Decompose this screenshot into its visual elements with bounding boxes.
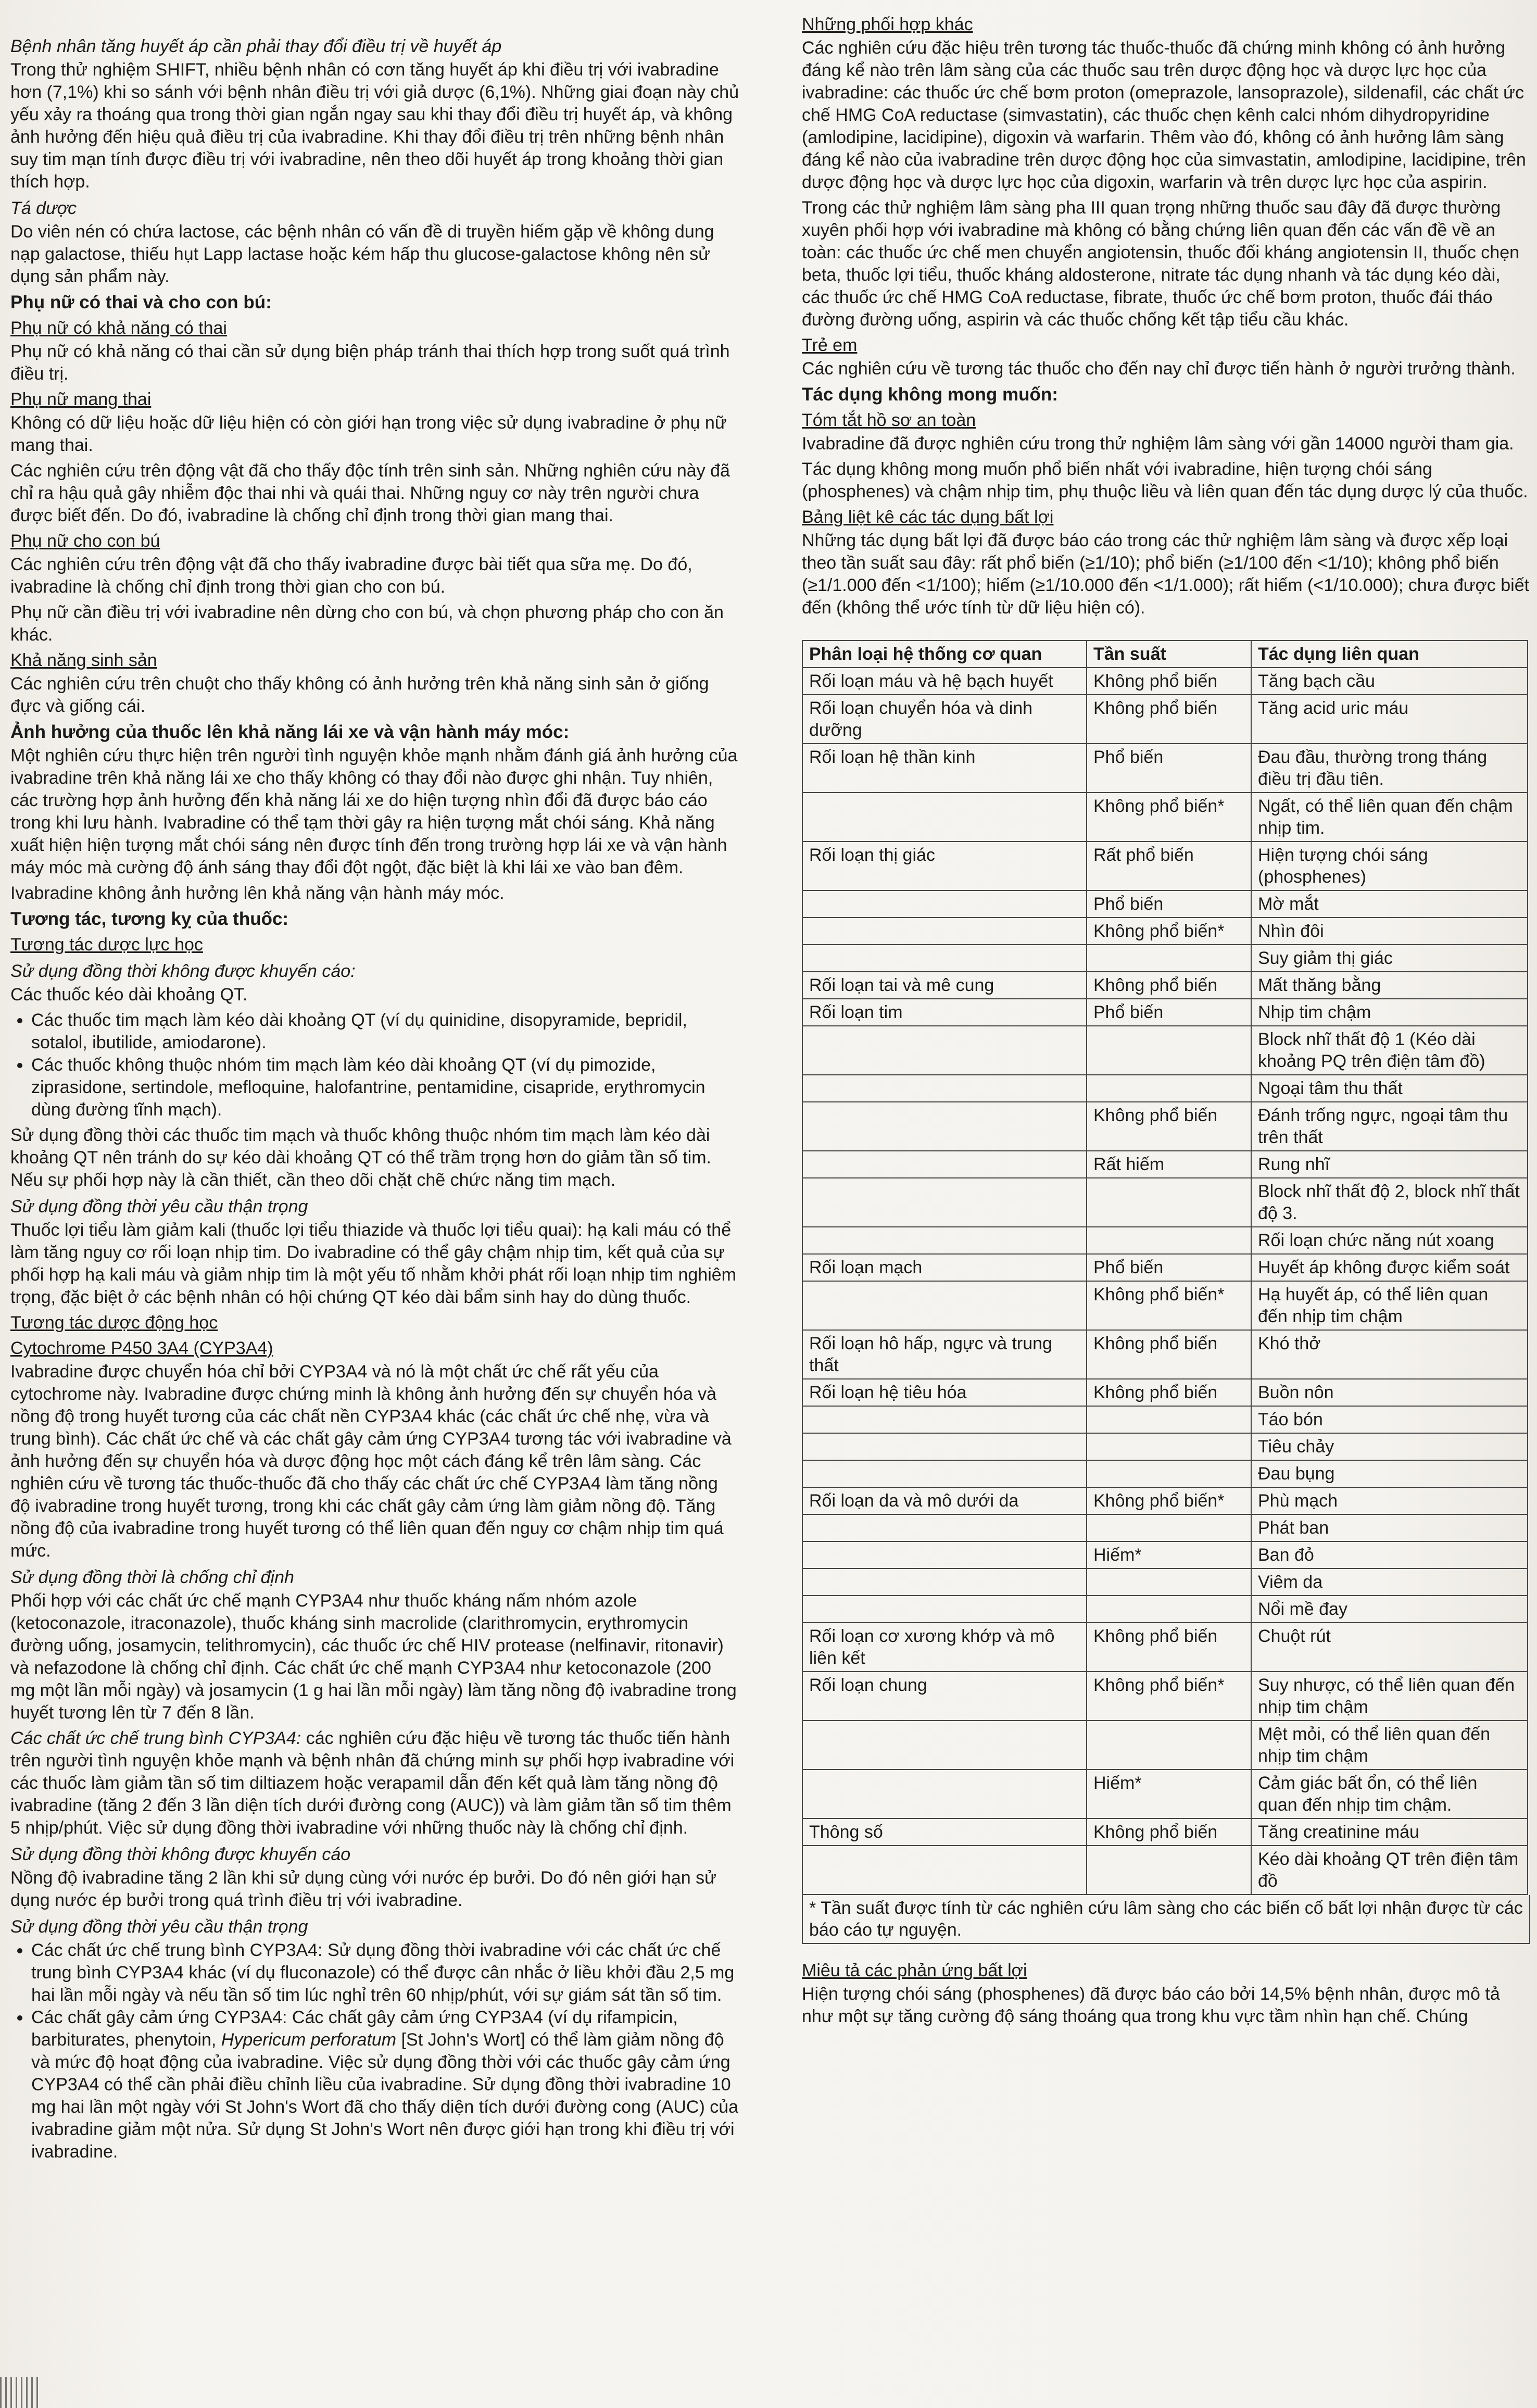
paragraph — [10, 1727, 739, 1839]
table-cell-sys — [802, 1460, 1087, 1487]
table-cell-sys: Rối loạn thị giác — [802, 842, 1087, 891]
table-cell-sys — [802, 1406, 1087, 1433]
table-cell-eff: Đánh trống ngực, ngoại tâm thu trên thất — [1251, 1102, 1528, 1151]
table-cell-eff: Táo bón — [1251, 1406, 1528, 1433]
table-cell-eff: Viêm da — [1251, 1569, 1528, 1596]
table-row — [802, 1569, 1528, 1596]
subsection-heading: Tương tác dược động học — [10, 1313, 218, 1333]
table-row — [802, 1672, 1528, 1721]
paragraph: Không có dữ liệu hoặc dữ liệu hiện có còn giới hạn trong việc sử dụng ivabradine ở phụ nữ mang thai. — [10, 413, 727, 455]
table-header-row — [802, 641, 1528, 668]
table-cell-freq — [1087, 1227, 1251, 1254]
table-cell-eff: Chuột rút — [1251, 1623, 1528, 1672]
table-cell-sys — [802, 1569, 1087, 1596]
table-cell-eff: Block nhĩ thất độ 2, block nhĩ thất độ 3. — [1251, 1178, 1528, 1227]
table-cell-freq: Không phổ biến — [1087, 1102, 1251, 1151]
subsection-heading: Trẻ em — [802, 335, 858, 355]
table-cell-eff: Suy giảm thị giác — [1251, 945, 1528, 972]
table-row — [802, 1330, 1528, 1379]
column-header: Tác dụng liên quan — [1251, 641, 1528, 668]
table-row — [802, 1151, 1528, 1178]
table-row — [802, 1541, 1528, 1569]
table-cell-sys — [802, 1721, 1087, 1770]
table-row — [802, 1178, 1528, 1227]
table-cell-freq — [1087, 1026, 1251, 1075]
list-item — [31, 2006, 739, 2163]
table-row — [802, 1721, 1528, 1770]
table-cell-eff: Mờ mắt — [1251, 891, 1528, 918]
table-cell-eff: Rung nhĩ — [1251, 1151, 1528, 1178]
paragraph: Các thuốc kéo dài khoảng QT. — [10, 985, 248, 1005]
paragraph: Các nghiên cứu đặc hiệu trên tương tác thuốc-thuốc đã chứng minh không có ảnh hưởng đáng kể nào trên lâm sàng của các thuốc sau trên dược động học và dược lực học của ivabradine: các thuốc ức chế bơm proton (omeprazole, lansoprazole), sildenafil, các chất ức chế HMG CoA reductase (simvastatin), các thuốc chẹn kênh calci nhóm dihydropyridine (amlodipine, lacidipine), digoxin và warfarin. Thêm vào đó, không có ảnh hưởng lâm sàng đáng kể nào của ivabradine trên dược động học của simvastatin, amlodipine, lacidipine, trên dược động học và dược lực học của digoxin, warfarin và trên dược lực học của aspirin. — [802, 38, 1526, 192]
table-cell-freq: Không phổ biến — [1087, 695, 1251, 744]
table-cell-eff: Tăng creatinine máu — [1251, 1818, 1528, 1846]
table-cell-sys: Rối loạn cơ xương khớp và mô liên kết — [802, 1623, 1087, 1672]
table-cell-eff: Nhìn đôi — [1251, 918, 1528, 945]
table-cell-eff: Hạ huyết áp, có thể liên quan đến nhịp tim chậm — [1251, 1281, 1528, 1330]
table-cell-eff: Huyết áp không được kiểm soát — [1251, 1254, 1528, 1281]
paragraph: Các nghiên cứu trên động vật đã cho thấy độc tính trên sinh sản. Những nghiên cứu này đã chỉ ra hậu quả gây nhiễm độc thai nhi và quái thai. Những nguy cơ này trên người chưa được biết đến. Do đó, ivabradine là chống chỉ định trong thời gian mang thai. — [10, 461, 730, 525]
table-cell-sys: Rối loạn hệ tiêu hóa — [802, 1379, 1087, 1406]
table-cell-freq: Không phổ biến — [1087, 668, 1251, 695]
table-cell-sys: Thông số — [802, 1818, 1087, 1846]
right-column — [802, 10, 1531, 2031]
subsection-heading: Phụ nữ cho con bú — [10, 531, 160, 551]
table-cell-eff: Nhịp tim chậm — [1251, 999, 1528, 1026]
paragraph: Phối hợp với các chất ức chế mạnh CYP3A4 như thuốc kháng nấm nhóm azole (ketoconazole, itraconazole), thuốc kháng sinh macrolide (clarithromycin, erythromycin đường uống, josamycin, telithromycin), các thuốc ức chế HIV protease (nelfinavir, ritonavir) và nefazodone là chống chỉ định. Các chất ức chế mạnh CYP3A4 như ketoconazole (200 mg một lần mỗi ngày) và josamycin (1 g hai lần mỗi ngày) làm tăng nồng độ ivabradine trong huyết tương lên từ 7 đến 8 lần. — [10, 1591, 737, 1723]
section-heading: Bệnh nhân tăng huyết áp cần phải thay đổi điều trị về huyết áp — [10, 36, 502, 56]
table-cell-freq: Phổ biến — [1087, 744, 1251, 793]
table-footnote: * Tần suất được tính từ các nghiên cứu lâm sàng cho các biến cố bất lợi nhận được từ các báo cáo tự nguyện. — [802, 1895, 1530, 1944]
column-header: Tần suất — [1087, 641, 1251, 668]
table-cell-freq — [1087, 1075, 1251, 1102]
table-cell-sys — [802, 1178, 1087, 1227]
table-row — [802, 945, 1528, 972]
table-cell-sys — [802, 793, 1087, 842]
paragraph: Tác dụng không mong muốn phổ biến nhất với ivabradine, hiện tượng chói sáng (phosphenes) và chậm nhịp tim, phụ thuộc liều và liên quan đến tác dụng dược lý của thuốc. — [802, 459, 1528, 501]
table-cell-sys: Rối loạn hệ thần kinh — [802, 744, 1087, 793]
list-item: • Các thuốc không thuộc nhóm tim mạch làm kéo dài khoảng QT (ví dụ pimozide, ziprasidone, sertindole, mefloquine, halofantrine, pentamidine, cisapride, erythromycin dùng đường tĩnh mạch). — [31, 1054, 739, 1121]
table-cell-freq: Không phổ biến — [1087, 972, 1251, 999]
table-cell-freq: Không phổ biến* — [1087, 793, 1251, 842]
table-cell-eff: Mất thăng bằng — [1251, 972, 1528, 999]
subsection-heading: Phụ nữ có khả năng có thai — [10, 318, 227, 338]
paragraph: Sử dụng đồng thời các thuốc tim mạch và thuốc không thuộc nhóm tim mạch làm kéo dài khoảng QT nên tránh do sự kéo dài khoảng QT có thể trầm trọng hơn do giảm tần số tim. Nếu sự phối hợp này là cần thiết, cần theo dõi chặt chẽ chức năng tim mạch. — [10, 1125, 712, 1190]
table-row — [802, 1406, 1528, 1433]
subsection-heading: Sử dụng đồng thời là chống chỉ định — [10, 1567, 294, 1587]
paragraph: Những tác dụng bất lợi đã được báo cáo trong các thử nghiệm lâm sàng và được xếp loại theo tần suất sau đây: rất phổ biến (≥1/10); phổ biến (≥1/100 đến <1/10); không phổ biến (≥1/1.000 đến <1/100); hiếm (≥1/10.000 đến <1/1.000); rất hiếm (<1/10.000); chưa được biết đến (không thể ước tính từ dữ liệu hiện có). — [802, 531, 1530, 618]
table-cell-freq: Không phổ biến* — [1087, 1281, 1251, 1330]
table-row — [802, 1846, 1528, 1895]
table-cell-freq: Không phổ biến — [1087, 1818, 1251, 1846]
list-item: • Các chất ức chế trung bình CYP3A4: Sử dụng đồng thời ivabradine với các chất ức chế trung bình CYP3A4 khác (ví dụ fluconazole) có thể được cân nhắc ở liều khởi đầu 2,5 mg hai lần mỗi ngày và nếu tần số tim lúc nghỉ trên 60 nhịp/phút, với sự giám sát tần số tim. — [31, 1939, 739, 2006]
table-row — [802, 1514, 1528, 1541]
table-cell-eff: Ban đỏ — [1251, 1541, 1528, 1569]
subsection-heading: Tương tác dược lực học — [10, 935, 203, 955]
table-row — [802, 1623, 1528, 1672]
table-cell-freq: Phổ biến — [1087, 999, 1251, 1026]
subsection-heading: Bảng liệt kê các tác dụng bất lợi — [802, 507, 1054, 527]
paragraph: Các nghiên cứu trên chuột cho thấy không có ảnh hưởng trên khả năng sinh sản ở giống đực và giống cái. — [10, 674, 709, 716]
subsection-heading: Miêu tả các phản ứng bất lợi — [802, 1961, 1027, 1980]
table-row — [802, 744, 1528, 793]
table-cell-eff: Rối loạn chức năng nút xoang — [1251, 1227, 1528, 1254]
table-cell-freq — [1087, 1514, 1251, 1541]
table-row — [802, 1460, 1528, 1487]
table-cell-eff: Block nhĩ thất độ 1 (Kéo dài khoảng PQ trên điện tâm đồ) — [1251, 1026, 1528, 1075]
table-cell-sys — [802, 891, 1087, 918]
subsection-heading: Khả năng sinh sản — [10, 650, 157, 670]
table-cell-freq — [1087, 1569, 1251, 1596]
table-cell-freq: Rất phổ biến — [1087, 842, 1251, 891]
section-heading: Phụ nữ có thai và cho con bú: — [10, 292, 272, 312]
table-row — [802, 695, 1528, 744]
section-heading: Tương tác, tương kỵ của thuốc: — [10, 909, 289, 929]
table-cell-eff: Ngất, có thể liên quan đến chậm nhịp tim. — [1251, 793, 1528, 842]
paragraph: Trong thử nghiệm SHIFT, nhiều bệnh nhân có cơn tăng huyết áp khi điều trị với ivabradine hơn (7,1%) khi so sánh với bệnh nhân điều trị với giả dược (6,1%). Những giai đoạn này chủ yếu xảy ra thoáng qua trong thời gian ngắn ngay sau khi thay đổi điều trị huyết áp, và không ảnh hưởng đến hiệu quả điều trị của ivabradine. Khi thay đổi điều trị trên những bệnh nhân suy tim mạn tính được điều trị với ivabradine, nên theo dõi huyết áp trong khoảng thời gian thích hợp. — [10, 60, 739, 192]
subsection-heading: Sử dụng đồng thời yêu cầu thận trọng — [10, 1917, 308, 1937]
subsection-heading: Sử dụng đồng thời yêu cầu thận trọng — [10, 1197, 308, 1216]
subsection-heading: Phụ nữ mang thai — [10, 390, 152, 409]
table-cell-eff: Phù mạch — [1251, 1487, 1528, 1514]
table-cell-sys — [802, 1026, 1087, 1075]
table-cell-sys — [802, 1075, 1087, 1102]
table-cell-freq: Không phổ biến* — [1087, 1672, 1251, 1721]
table-cell-freq — [1087, 1846, 1251, 1895]
left-column — [10, 31, 739, 2166]
table-cell-sys — [802, 1151, 1087, 1178]
bullet-list — [10, 1009, 739, 1121]
table-cell-sys — [802, 1846, 1087, 1895]
table-cell-sys — [802, 945, 1087, 972]
section-heading: Ảnh hưởng của thuốc lên khả năng lái xe và vận hành máy móc: — [10, 722, 570, 742]
paragraph: Ivabradine được chuyển hóa chỉ bởi CYP3A4 và nó là một chất ức chế rất yếu của cytochrome này. Ivabradine được chứng minh là không ảnh hưởng đến sự chuyển hóa và nồng độ trong huyết tương của các chất nền CYP3A4 khác (các chất ức chế nhẹ, vừa và trung bình). Các chất ức chế và các chất gây cảm ứng CYP3A4 tương tác với ivabradine và ảnh hưởng đến sự chuyển hóa và dược động học một cách đáng kể trên lâm sàng. Các nghiên cứu về tương tác thuốc-thuốc đã cho thấy các chất ức chế CYP3A4 làm tăng nồng độ ivabradine trong huyết tương, trong khi các chất gây cảm ứng làm giảm nồng độ. Tăng nồng độ của ivabradine trong huyết tương có thể liên quan đến nguy cơ chậm nhịp tim quá mức. — [10, 1362, 732, 1561]
table-cell-freq — [1087, 1460, 1251, 1487]
table-cell-sys — [802, 1596, 1087, 1623]
inline-text: các nghiên cứu đặc hiệu về tương tác thuốc tiến hành trên người tình nguyện khỏe mạnh và bệnh nhân đã chứng minh sự phối hợp ivabradine với các thuốc làm giảm tần số tim diltiazem hoặc verapamil dẫn đến kết quả làm tăng nồng độ ivabradine (tăng 2 đến 3 lần diện tích dưới đường cong (AUC)) và làm giảm tần số tim thêm 5 nhịp/phút. Việc sử dụng đồng thời ivabradine với những thuốc này là chống chỉ định. — [10, 1728, 735, 1838]
table-row — [802, 1102, 1528, 1151]
table-row — [802, 999, 1528, 1026]
table-row — [802, 1818, 1528, 1846]
table-cell-freq: Hiếm* — [1087, 1541, 1251, 1569]
table-cell-freq: Hiếm* — [1087, 1770, 1251, 1818]
paragraph: Thuốc lợi tiểu làm giảm kali (thuốc lợi tiểu thiazide và thuốc lợi tiểu quai): hạ kali máu có thể làm tăng nguy cơ rối loạn nhịp tim. Do ivabradine có thể gây chậm nhịp tim, kết quả của sự phối hợp hạ kali máu và giảm nhịp tim là một yếu tố nhằm khởi phát rối loạn nhịp tim nghiêm trọng, đặc biệt ở các bệnh nhân có hội chứng QT kéo dài bẩm sinh hay do dùng thuốc. — [10, 1220, 736, 1307]
table-cell-sys — [802, 1541, 1087, 1569]
table-row — [802, 918, 1528, 945]
table-cell-freq — [1087, 1406, 1251, 1433]
table-cell-eff: Buồn nôn — [1251, 1379, 1528, 1406]
subsection-heading: Sử dụng đồng thời không được khuyến cáo — [10, 1845, 351, 1864]
paragraph: Các nghiên cứu trên động vật đã cho thấy ivabradine được bài tiết qua sữa mẹ. Do đó, ivabradine là chống chỉ định trong thời gian cho con bú. — [10, 555, 692, 597]
bullet-list — [10, 1939, 739, 2163]
column-header: Phân loại hệ thống cơ quan — [802, 641, 1087, 668]
paragraph: Các nghiên cứu về tương tác thuốc cho đến nay chỉ được tiến hành ở người trưởng thành. — [802, 359, 1516, 379]
table-cell-eff: Suy nhược, có thể liên quan đến nhịp tim chậm — [1251, 1672, 1528, 1721]
table-cell-freq — [1087, 1433, 1251, 1460]
table-row — [802, 1075, 1528, 1102]
table-row — [802, 1026, 1528, 1075]
table-cell-freq: Không phổ biến* — [1087, 918, 1251, 945]
table-cell-freq: Rất hiếm — [1087, 1151, 1251, 1178]
table-cell-sys: Rối loạn máu và hệ bạch huyết — [802, 668, 1087, 695]
table-row — [802, 1227, 1528, 1254]
table-row — [802, 1281, 1528, 1330]
paragraph: Trong các thử nghiệm lâm sàng pha III quan trọng những thuốc sau đây đã được thường xuyên phối hợp với ivabradine mà không có bằng chứng liên quan đến các vấn đề về an toàn: các thuốc ức chế men chuyển angiotensin, thuốc đối kháng angiotensin II, thuốc chẹn beta, thuốc lợi tiểu, thuốc kháng aldosterone, nitrate tác dụng nhanh và tác dụng kéo dài, các thuốc ức chế HMG CoA reductase, fibrate, thuốc ức chế bơm proton, thuốc đái tháo đường đường uống, aspirin và các thuốc chống kết tập tiểu cầu khác. — [802, 198, 1520, 330]
subsection-heading: Sử dụng đồng thời không được khuyến cáo: — [10, 961, 356, 981]
table-cell-freq — [1087, 945, 1251, 972]
table-cell-freq — [1087, 1721, 1251, 1770]
table-cell-sys: Rối loạn mạch — [802, 1254, 1087, 1281]
table-cell-sys: Rối loạn da và mô dưới da — [802, 1487, 1087, 1514]
table-cell-eff: Đau bụng — [1251, 1460, 1528, 1487]
paragraph: Phụ nữ có khả năng có thai cần sử dụng biện pháp tránh thai thích hợp trong suốt quá trình điều trị. — [10, 342, 730, 384]
table-cell-eff: Hiện tượng chói sáng (phosphenes) — [1251, 842, 1528, 891]
subsection-heading: Tóm tắt hồ sơ an toàn — [802, 410, 976, 430]
table-cell-eff: Đau đầu, thường trong tháng điều trị đầu tiên. — [1251, 744, 1528, 793]
table-cell-eff: Mệt mỏi, có thể liên quan đến nhịp tim chậm — [1251, 1721, 1528, 1770]
table-cell-sys — [802, 1281, 1087, 1330]
table-row — [802, 891, 1528, 918]
table-cell-sys: Rối loạn tai và mê cung — [802, 972, 1087, 999]
inline-italic: Các chất ức chế trung bình CYP3A4: — [10, 1728, 301, 1748]
table-cell-sys: Rối loạn tim — [802, 999, 1087, 1026]
subsection-heading: Cytochrome P450 3A4 (CYP3A4) — [10, 1338, 273, 1358]
table-row — [802, 793, 1528, 842]
table-row — [802, 1379, 1528, 1406]
paragraph: Phụ nữ cần điều trị với ivabradine nên dừng cho con bú, và chọn phương pháp cho con ăn khác. — [10, 603, 724, 645]
paragraph: Do viên nén có chứa lactose, các bệnh nhân có vấn đề di truyền hiếm gặp về không dung nạp galactose, thiếu hụt Lapp lactase hoặc kém hấp thu glucose-galactose không nên sử dụng sản phẩm này. — [10, 222, 714, 286]
table-cell-sys — [802, 918, 1087, 945]
table-cell-sys — [802, 1102, 1087, 1151]
table-row — [802, 1433, 1528, 1460]
table-cell-sys — [802, 1770, 1087, 1818]
table-row — [802, 972, 1528, 999]
table-body — [802, 668, 1528, 1895]
table-row — [802, 1254, 1528, 1281]
table-row — [802, 1596, 1528, 1623]
list-item: • Các thuốc tim mạch làm kéo dài khoảng QT (ví dụ quinidine, disopyramide, bepridil, sotalol, ibutilide, amiodarone). — [31, 1009, 739, 1054]
table-cell-eff: Kéo dài khoảng QT trên điện tâm đồ — [1251, 1846, 1528, 1895]
table-row — [802, 1487, 1528, 1514]
table-cell-freq: Phổ biến — [1087, 1254, 1251, 1281]
inline-text: Các chất gây cảm ứng CYP3A4: Các chất gây cảm ứng CYP3A4 (ví dụ rifampicin, barbiturates, phenytoin, — [31, 2008, 678, 2050]
paragraph: Ivabradine không ảnh hưởng lên khả năng vận hành máy móc. — [10, 883, 505, 903]
table-cell-sys — [802, 1433, 1087, 1460]
table-cell-eff: Phát ban — [1251, 1514, 1528, 1541]
table-cell-sys — [802, 1514, 1087, 1541]
paragraph: Nồng độ ivabradine tăng 2 lần khi sử dụng cùng với nước ép bưởi. Do đó nên giới hạn sử dụng nước ép bưởi trong quá trình điều trị với ivabradine. — [10, 1868, 716, 1910]
paragraph: Ivabradine đã được nghiên cứu trong thử nghiệm lâm sàng với gần 14000 người tham gia. — [802, 434, 1514, 454]
edge-marks — [0, 2377, 42, 2408]
table-cell-freq: Không phổ biến* — [1087, 1487, 1251, 1514]
table-cell-eff: Tiêu chảy — [1251, 1433, 1528, 1460]
table-cell-sys: Rối loạn chuyển hóa và dinh dưỡng — [802, 695, 1087, 744]
subsection-heading: Những phối hợp khác — [802, 15, 973, 34]
inline-text: [St John's Wort] có thể làm giảm nồng độ và mức độ hoạt động của ivabradine. Việc sử dụng đồng thời với các thuốc gây cảm ứng CYP3A4 có thể cần phải điều chỉnh liều của ivabradine. Sử dụng đồng thời ivabradine 10 mg hai lần một ngày với St John's Wort đã cho thấy diện tích dưới đường cong (AUC) của ivabradine giảm một nửa. Sử dụng St John's Wort nên được giới hạn trong khi điều trị với ivabradine. — [31, 2030, 739, 2162]
paragraph: Một nghiên cứu thực hiện trên người tình nguyện khỏe mạnh nhằm đánh giá ảnh hưởng của ivabradine trên khả năng lái xe cho thấy không có thay đổi nào được ghi nhận. Tuy nhiên, các trường hợp ảnh hưởng đến khả năng lái xe do hiện tượng nhìn đổi đã được báo cáo trong khi lưu hành. Ivabradine có thể tạm thời gây ra hiện tượng mắt chói sáng. Khả năng xuất hiện hiện tượng mắt chói sáng nên được tính đến trong trường hợp lái xe và vận hành máy móc mà cường độ ánh sáng thay đổi đột ngột, đặc biệt là khi lái xe vào ban đêm. — [10, 746, 738, 877]
table-cell-eff: Khó thở — [1251, 1330, 1528, 1379]
table-cell-freq: Không phổ biến — [1087, 1330, 1251, 1379]
section-heading: Tá dược — [10, 198, 77, 218]
table-cell-eff: Tăng acid uric máu — [1251, 695, 1528, 744]
table-cell-eff: Cảm giác bất ổn, có thể liên quan đến nhịp tim chậm. — [1251, 1770, 1528, 1818]
table-cell-eff: Tăng bạch cầu — [1251, 668, 1528, 695]
table-cell-freq: Không phổ biến — [1087, 1623, 1251, 1672]
table-cell-freq — [1087, 1178, 1251, 1227]
table-cell-sys: Rối loạn hô hấp, ngực và trung thất — [802, 1330, 1087, 1379]
table-row — [802, 668, 1528, 695]
table-row — [802, 1770, 1528, 1818]
adverse-effects-table — [802, 640, 1528, 1895]
table-cell-eff: Nổi mề đay — [1251, 1596, 1528, 1623]
paragraph: Hiện tượng chói sáng (phosphenes) đã được báo cáo bởi 14,5% bệnh nhân, được mô tả như một sự tăng cường độ sáng thoáng qua trong khu vực tầm nhìn hạn chế. Chúng — [802, 1984, 1500, 2026]
inline-italic: Hypericum perforatum — [221, 2030, 397, 2050]
table-cell-freq: Phổ biến — [1087, 891, 1251, 918]
table-cell-freq — [1087, 1596, 1251, 1623]
table-cell-freq: Không phổ biến — [1087, 1379, 1251, 1406]
table-cell-sys — [802, 1227, 1087, 1254]
table-row — [802, 842, 1528, 891]
table-cell-eff: Ngoại tâm thu thất — [1251, 1075, 1528, 1102]
table-cell-sys: Rối loạn chung — [802, 1672, 1087, 1721]
section-heading: Tác dụng không mong muốn: — [802, 384, 1058, 405]
